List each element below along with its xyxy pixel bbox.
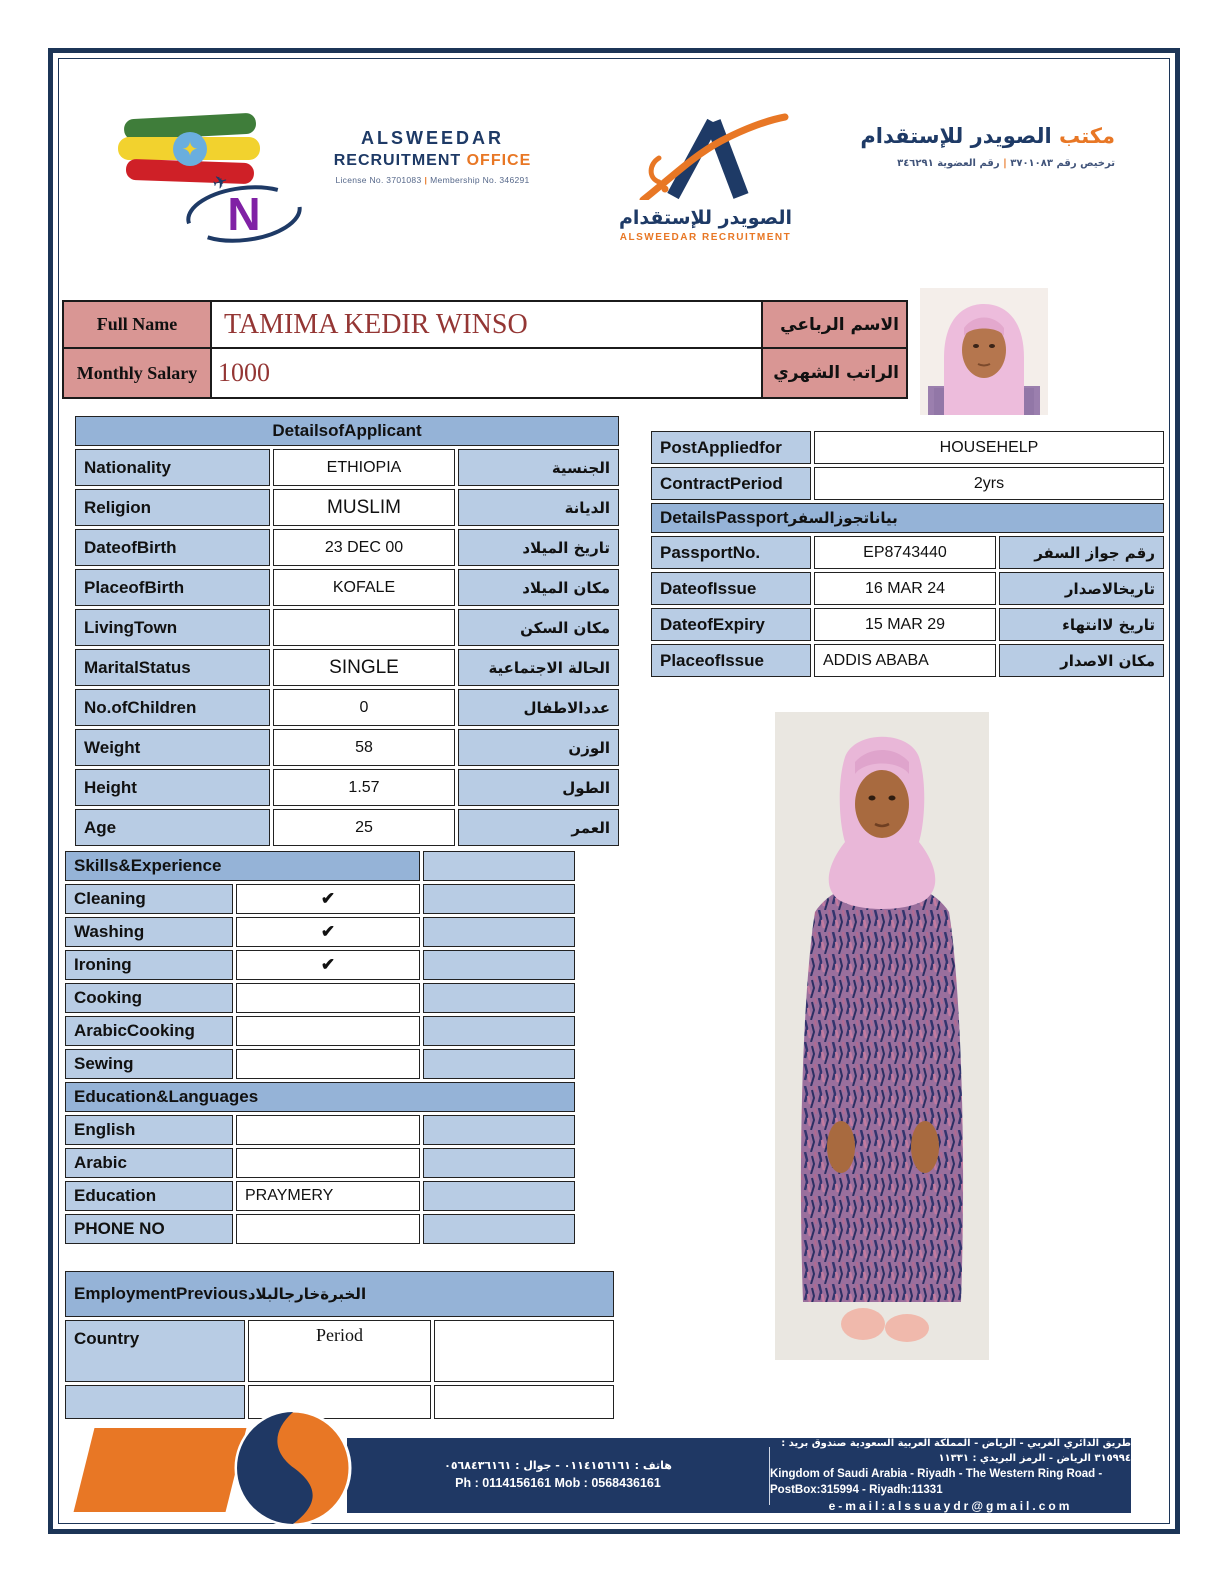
employment-previous-title	[65, 1271, 614, 1317]
salary-label: Monthly Salary	[63, 348, 211, 398]
n-travel-logo	[170, 172, 318, 246]
table-row	[65, 983, 575, 1013]
plane-icon: ✈	[209, 172, 231, 195]
full-name-row	[63, 301, 907, 348]
placeofbirth-arabic: مكان الميلاد	[458, 569, 619, 606]
height-label: Height	[75, 769, 270, 806]
table-row	[75, 489, 619, 526]
dateofissue-label: DateofIssue	[651, 572, 811, 605]
salary-arabic: الراتب الشهري	[762, 348, 907, 398]
license-line	[310, 175, 555, 185]
footer-address-english: Kingdom of Saudi Arabia - Riyadh - The Western Ring Road - PostBox:315994 - Riyadh:11331	[770, 1468, 1103, 1497]
employment-previous-title-en: EmploymentPrevious	[74, 1284, 248, 1303]
table-row	[65, 1320, 614, 1382]
ironing-label: Ironing	[65, 950, 233, 980]
table-row	[65, 1148, 575, 1178]
education-languages-title: Education&Languages	[65, 1082, 575, 1112]
empty-cell	[423, 950, 575, 980]
full-name-label: Full Name	[63, 301, 211, 348]
sewing-check	[236, 1049, 420, 1079]
table-row	[75, 569, 619, 606]
table-row	[75, 689, 619, 726]
details-passport-title	[651, 503, 1164, 533]
brand-recruitment: RECRUITMENT	[333, 152, 462, 169]
dateofissue-value: 16 MAR 24	[814, 572, 996, 605]
employment-previous-title-ar: الخبرةخارجالبلاد	[247, 1285, 367, 1303]
full-name-value: TAMIMA KEDIR WINSO	[211, 301, 762, 348]
n-logo-letter: N	[227, 188, 261, 240]
cleaning-label: Cleaning	[65, 884, 233, 914]
empty-cell	[423, 1049, 575, 1079]
details-of-applicant-title: DetailsofApplicant	[75, 416, 619, 446]
country-label: Country	[65, 1320, 245, 1382]
empty-cell	[423, 917, 575, 947]
passportno-value: EP8743440	[814, 536, 996, 569]
placeofissue-label: PlaceofIssue	[651, 644, 811, 677]
cooking-label: Cooking	[65, 983, 233, 1013]
washing-label: Washing	[65, 917, 233, 947]
salary-row	[63, 348, 907, 398]
a-swoosh-logo-block	[603, 112, 808, 243]
passportno-arabic: رقم جواز السفر	[999, 536, 1164, 569]
arabic-label: Arabic	[65, 1148, 233, 1178]
religion-arabic: الديانة	[458, 489, 619, 526]
height-arabic: الطول	[458, 769, 619, 806]
dateofbirth-label: DateofBirth	[75, 529, 270, 566]
a-logo-arabic: الصويدر للإستقدام	[618, 207, 793, 229]
table-row	[65, 1115, 575, 1145]
arabic-office-title	[815, 124, 1115, 148]
maritalstatus-label: MaritalStatus	[75, 649, 270, 686]
religion-value: MUSLIM	[273, 489, 455, 526]
table-row	[651, 644, 1164, 677]
empty-cell	[423, 1214, 575, 1244]
table-row	[65, 1016, 575, 1046]
table-row	[65, 1049, 575, 1079]
table-row	[65, 884, 575, 914]
cooking-check	[236, 983, 420, 1013]
a-swoosh-icon	[621, 112, 791, 200]
brand-office: OFFICE	[466, 152, 532, 169]
post-passport-table	[648, 428, 1167, 680]
english-label: English	[65, 1115, 233, 1145]
empty-cell	[423, 884, 575, 914]
table-row	[651, 536, 1164, 569]
passportno-label: PassportNo.	[651, 536, 811, 569]
religion-label: Religion	[75, 489, 270, 526]
weight-value: 58	[273, 729, 455, 766]
identity-table	[62, 300, 908, 399]
arabic-license-number: ترخيص رقم ٣٧٠١٠٨٣	[1010, 158, 1115, 169]
employment-previous-table	[62, 1268, 617, 1422]
skills-table	[62, 848, 578, 1247]
table-row	[651, 572, 1164, 605]
weight-arabic: الوزن	[458, 729, 619, 766]
age-label: Age	[75, 809, 270, 846]
placeofbirth-value: KOFALE	[273, 569, 455, 606]
arabic-title-name: الصويدر للإستقدام	[860, 124, 1052, 148]
period-label: Period	[248, 1320, 431, 1382]
footer-phone-section	[347, 1438, 769, 1513]
nationality-value: ETHIOPIA	[273, 449, 455, 486]
phoneno-value	[236, 1214, 420, 1244]
post-applied-value: HOUSEHELP	[814, 431, 1164, 464]
table-row	[75, 809, 619, 846]
washing-check: ✔	[236, 917, 420, 947]
table-row	[65, 1214, 575, 1244]
footer-parallelogram	[74, 1428, 247, 1512]
arabic-office-title-block	[815, 124, 1115, 169]
cleaning-check: ✔	[236, 884, 420, 914]
empty-cell	[65, 1385, 245, 1419]
footer-phone-english: Ph : 0114156161 Mob : 0568436161	[455, 1476, 661, 1491]
footer-address-arabic: طريق الدائري الغربي - الرياض - المملكة العربية السعودية صندوق بريد : ٣١٥٩٩٤ الرياض - الرمز البريدي : ١١٣٣١	[781, 1438, 1131, 1465]
arabic-membership-number: رقم العضوية ٣٤٦٢٩١	[897, 158, 1000, 169]
brand-wordmark	[310, 128, 555, 185]
ironing-check: ✔	[236, 950, 420, 980]
membership-number: Membership No. 346291	[430, 175, 530, 185]
empty-cell	[423, 1181, 575, 1211]
table-row	[75, 769, 619, 806]
empty-cell	[423, 983, 575, 1013]
english-value	[236, 1115, 420, 1145]
height-value: 1.57	[273, 769, 455, 806]
noofchildren-value: 0	[273, 689, 455, 726]
arabiccooking-check	[236, 1016, 420, 1046]
footer-email: e-mail:alssuaydr@gmail.com	[828, 1499, 1073, 1514]
arabiccooking-label: ArabicCooking	[65, 1016, 233, 1046]
contract-period-label: ContractPeriod	[651, 467, 811, 500]
maritalstatus-value: SINGLE	[273, 649, 455, 686]
flag-star-icon: ✦	[181, 139, 199, 161]
noofchildren-label: No.ofChildren	[75, 689, 270, 726]
nationality-arabic: الجنسية	[458, 449, 619, 486]
dateofbirth-arabic: تاريخ الميلاد	[458, 529, 619, 566]
education-value: PRAYMERY	[236, 1181, 420, 1211]
placeofissue-value: ADDIS ABABA	[814, 644, 996, 677]
table-row	[75, 729, 619, 766]
full-name-arabic: الاسم الرباعي	[762, 301, 907, 348]
footer-bar	[347, 1438, 1131, 1513]
dateofexpiry-arabic: تاريخ لاانتهاء	[999, 608, 1164, 641]
livingtown-arabic: مكان السكن	[458, 609, 619, 646]
footer-address-section	[770, 1438, 1131, 1513]
placeofbirth-label: PlaceofBirth	[75, 569, 270, 606]
arabic-value	[236, 1148, 420, 1178]
sewing-label: Sewing	[65, 1049, 233, 1079]
maritalstatus-arabic: الحالة الاجتماعية	[458, 649, 619, 686]
table-row	[65, 917, 575, 947]
education-label: Education	[65, 1181, 233, 1211]
dateofexpiry-value: 15 MAR 29	[814, 608, 996, 641]
license-number: License No. 3701083	[335, 175, 422, 185]
dateofissue-arabic: تاريخالاصدار	[999, 572, 1164, 605]
dateofexpiry-label: DateofExpiry	[651, 608, 811, 641]
table-row	[65, 950, 575, 980]
skills-title: Skills&Experience	[65, 851, 420, 881]
brand-line1: ALSWEEDAR	[361, 128, 504, 148]
placeofissue-arabic: مكان الاصدار	[999, 644, 1164, 677]
brand-line2	[310, 152, 555, 170]
passport-photo	[920, 288, 1048, 415]
details-passport-title-en: DetailsPassport	[660, 508, 789, 527]
nationality-label: Nationality	[75, 449, 270, 486]
empty-cell	[423, 1016, 575, 1046]
age-arabic: العمر	[458, 809, 619, 846]
footer-phone-arabic: هاتف : ٠١١٤١٥٦١٦١ - جوال : ٠٥٦٨٤٣٦١٦١	[444, 1458, 672, 1472]
empty-cell	[434, 1320, 614, 1382]
livingtown-label: LivingTown	[75, 609, 270, 646]
post-applied-label: PostAppliedfor	[651, 431, 811, 464]
arabic-license-separator: |	[1003, 158, 1007, 169]
phoneno-label: PHONE NO	[65, 1214, 233, 1244]
livingtown-value	[273, 609, 455, 646]
table-row	[75, 449, 619, 486]
weight-label: Weight	[75, 729, 270, 766]
post-applied-row	[651, 431, 1164, 464]
dateofbirth-value: 23 DEC 00	[273, 529, 455, 566]
empty-cell	[423, 851, 575, 881]
empty-cell	[423, 1115, 575, 1145]
table-row	[75, 529, 619, 566]
table-row	[65, 1181, 575, 1211]
details-passport-title-ar: بياناتجوزالسفر	[788, 509, 898, 527]
footer-circle-logo	[233, 1408, 353, 1528]
details-of-applicant-table	[72, 413, 622, 849]
empty-cell	[423, 1148, 575, 1178]
noofchildren-arabic: عددالاطفال	[458, 689, 619, 726]
age-value: 25	[273, 809, 455, 846]
contract-period-value: 2yrs	[814, 467, 1164, 500]
license-separator: |	[424, 175, 428, 185]
arabic-title-office-word: مكتب	[1058, 124, 1115, 148]
empty-cell	[434, 1385, 614, 1419]
table-row	[651, 608, 1164, 641]
arabic-license-line	[815, 158, 1115, 169]
salary-value: 1000	[211, 348, 762, 398]
a-logo-english: ALSWEEDAR RECRUITMENT	[619, 232, 792, 243]
contract-period-row	[651, 467, 1164, 500]
table-row	[75, 609, 619, 646]
table-row	[75, 649, 619, 686]
full-body-photo	[775, 712, 989, 1360]
